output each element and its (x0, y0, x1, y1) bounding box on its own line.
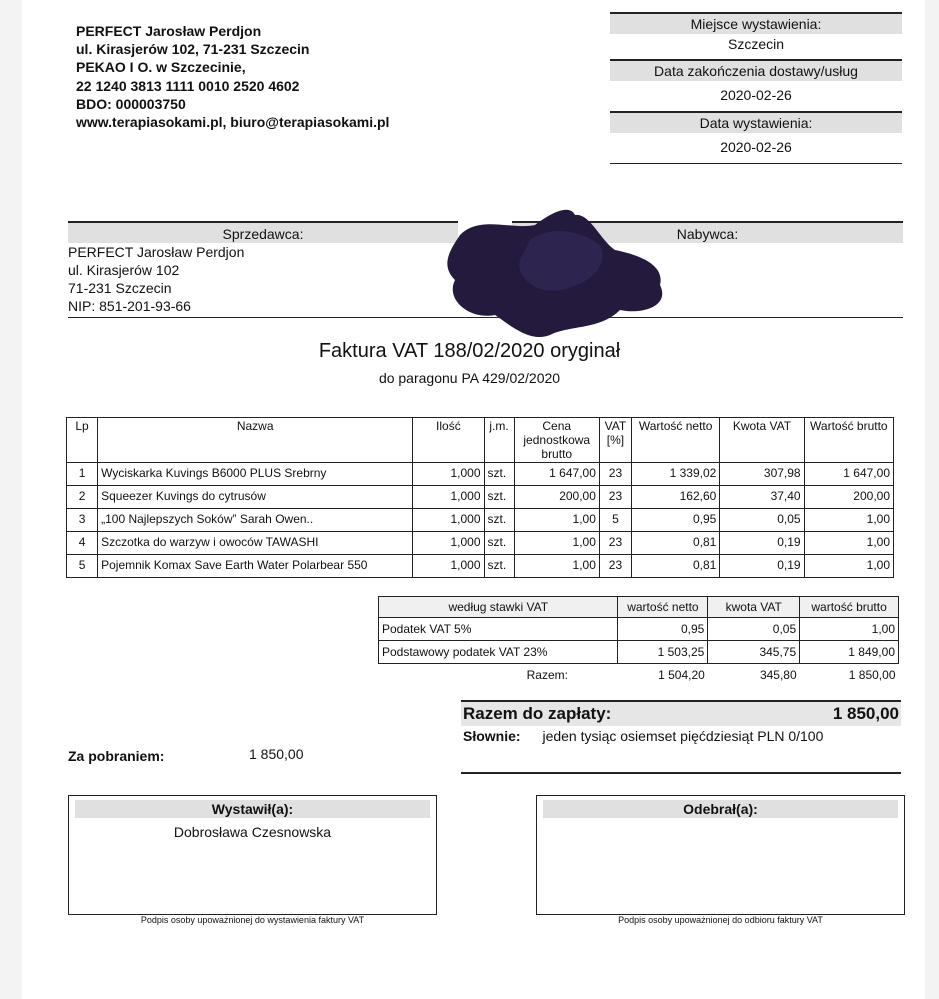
cell-vat-rate: 5 (599, 509, 631, 532)
seller-header-line: www.terapiasokami.pl, biuro@terapiasokami.pl (76, 114, 390, 131)
cell-price: 1,00 (514, 532, 599, 555)
cell-lp: 5 (67, 555, 98, 578)
seller-header-line: 22 1240 3813 1111 0010 2520 4602 (76, 77, 300, 94)
cell-lp: 2 (67, 486, 98, 509)
column-header: VAT [%] (599, 418, 631, 463)
column-header: wartość brutto (800, 597, 899, 618)
cell-unit: szt. (484, 509, 514, 532)
cell-net: 0,81 (632, 532, 720, 555)
cell-name: Wyciskarka Kuvings B6000 PLUS Srebrny (98, 463, 413, 486)
cell-gross: 1,00 (804, 532, 893, 555)
column-header: Wartość brutto (804, 418, 893, 463)
amount-due-label: Razem do zapłaty: (463, 704, 612, 723)
buyer-heading: Nabywca: (512, 221, 903, 243)
delivery-date-box (610, 59, 902, 111)
total-gross: 1 850,00 (848, 668, 896, 682)
invoice-subtitle: do paragonu PA 429/02/2020 (378, 370, 561, 386)
seller-header-line: PERFECT Jarosław Perdjon (76, 23, 262, 39)
cell-qty: 1,000 (413, 486, 484, 509)
cell-net: 0,95 (618, 618, 708, 641)
page-edge-right (925, 0, 939, 999)
receiver-label: Odebrał(a): (543, 800, 898, 818)
column-header: Lp (67, 418, 98, 463)
cell-qty: 1,000 (413, 532, 484, 555)
redaction-scribble (440, 205, 680, 345)
cod-label: Za pobraniem: (68, 748, 165, 764)
total-label: Razem: (526, 668, 568, 682)
seller-details (68, 243, 244, 315)
seller-line: ul. Kirasjerów 102 (68, 262, 180, 278)
issue-date-value: 2020-02-26 (720, 139, 792, 155)
cell-price: 1 647,00 (514, 463, 599, 486)
amount-due-bar (461, 700, 901, 726)
cod-amount: 1 850,00 (249, 746, 304, 762)
cell-vat-rate: 23 (599, 555, 631, 578)
cell-vat-amount: 0,05 (708, 618, 800, 641)
seller-line: 71-231 Szczecin (68, 280, 172, 296)
column-header: według stawki VAT (379, 597, 618, 618)
cell-gross: 1 647,00 (804, 463, 893, 486)
table-row (379, 618, 899, 641)
cell-lp: 3 (67, 509, 98, 532)
seller-header-line: ul. Kirasjerów 102, 71-231 Szczecin (76, 41, 310, 58)
column-header: wartość netto (618, 597, 708, 618)
seller-line: NIP: 851-201-93-66 (68, 298, 191, 314)
delivery-date-label: Data zakończenia dostawy/usług (610, 59, 902, 81)
cell-name: Pojemnik Komax Save Earth Water Polarbear 550 (98, 555, 413, 578)
issuer-note: Podpis osoby upoważnionej do wystawienia faktury VAT (140, 915, 365, 925)
cell-price: 1,00 (514, 555, 599, 578)
cash-on-delivery (68, 746, 304, 764)
cell-gross: 200,00 (804, 486, 893, 509)
total-row (379, 664, 899, 687)
issuer-label: Wystawił(a): (75, 800, 430, 818)
cell-qty: 1,000 (413, 509, 484, 532)
cell-vat-amount: 307,98 (720, 463, 804, 486)
divider (461, 772, 901, 774)
cell-price: 200,00 (514, 486, 599, 509)
cell-lp: 1 (67, 463, 98, 486)
issuer-signature-box (68, 795, 437, 915)
receiver-note: Podpis osoby upoważnionej do odbioru faktury VAT (618, 915, 823, 925)
amount-in-words (463, 728, 823, 744)
words-value: jeden tysiąc osiemset pięćdziesiąt PLN 0/100 (542, 728, 824, 744)
cell-vat-rate: 23 (599, 463, 631, 486)
cell-unit: szt. (484, 486, 514, 509)
cell-qty: 1,000 (413, 463, 484, 486)
column-header: kwota VAT (708, 597, 800, 618)
cell-vat-amount: 0,19 (720, 532, 804, 555)
cell-unit: szt. (484, 555, 514, 578)
cell-vat-amount: 37,40 (720, 486, 804, 509)
cell-net: 0,95 (632, 509, 720, 532)
cell-gross: 1,00 (804, 555, 893, 578)
cell-unit: szt. (484, 532, 514, 555)
seller-header-line: PEKAO I O. w Szczecinie, (76, 59, 246, 76)
seller-line: PERFECT Jarosław Perdjon (68, 244, 245, 260)
cell-net: 1 339,02 (632, 463, 720, 486)
seller-header-line: BDO: 000003750 (76, 95, 186, 112)
cell-vat-amount: 0,05 (720, 509, 804, 532)
cell-net: 1 503,25 (618, 641, 708, 664)
page-edge-left (0, 0, 22, 999)
table-row (67, 555, 894, 578)
issue-date-label: Data wystawienia: (610, 111, 902, 133)
issuer-name: Dobrosława Czesnowska (173, 824, 332, 840)
cell-name: Szczotka do warzyw i owoców TAWASHI (98, 532, 413, 555)
table-header-row (379, 597, 899, 618)
cell-name: „100 Najlepszych Soków” Sarah Owen.. (98, 509, 413, 532)
column-header: j.m. (484, 418, 514, 463)
issue-place-label: Miejsce wystawienia: (610, 12, 902, 34)
vat-summary-table (378, 596, 899, 686)
total-vat: 345,80 (759, 668, 797, 682)
column-header: Cena jednostkowa brutto (514, 418, 599, 463)
table-row (67, 509, 894, 532)
total-net: 1 504,20 (658, 668, 705, 682)
cell-rate: Podatek VAT 5% (379, 618, 618, 641)
cell-lp: 4 (67, 532, 98, 555)
receiver-signature-box (536, 795, 905, 915)
table-row (67, 463, 894, 486)
column-header: Nazwa (98, 418, 413, 463)
words-label: Słownie: (463, 728, 521, 744)
divider (610, 163, 902, 164)
cell-vat-amount: 345,75 (708, 641, 800, 664)
table-row (379, 641, 899, 664)
table-row (67, 532, 894, 555)
items-table (66, 417, 894, 578)
seller-heading: Sprzedawca: (68, 221, 458, 243)
amount-due-value: 1 850,00 (832, 704, 899, 723)
cell-gross: 1,00 (804, 509, 893, 532)
cell-vat-rate: 23 (599, 486, 631, 509)
column-header: Kwota VAT (720, 418, 804, 463)
seller-header (76, 22, 389, 131)
cell-gross: 1,00 (800, 618, 899, 641)
column-header: Ilość (413, 418, 484, 463)
delivery-date-value: 2020-02-26 (720, 87, 792, 103)
cell-unit: szt. (484, 463, 514, 486)
issue-place-value: Szczecin (727, 36, 785, 52)
cell-name: Squeezer Kuvings do cytrusów (98, 486, 413, 509)
issue-date-box (610, 111, 902, 164)
cell-vat-rate: 23 (599, 532, 631, 555)
cell-gross: 1 849,00 (800, 641, 899, 664)
invoice-title: Faktura VAT 188/02/2020 oryginał (318, 340, 621, 362)
table-row (67, 486, 894, 509)
cell-qty: 1,000 (413, 555, 484, 578)
cell-rate: Podstawowy podatek VAT 23% (379, 641, 618, 664)
divider (68, 317, 903, 318)
table-header-row (67, 418, 894, 463)
issue-place-box (610, 12, 902, 58)
cell-price: 1,00 (514, 509, 599, 532)
cell-vat-amount: 0,19 (720, 555, 804, 578)
column-header: Wartość netto (632, 418, 720, 463)
cell-net: 0,81 (632, 555, 720, 578)
cell-net: 162,60 (632, 486, 720, 509)
